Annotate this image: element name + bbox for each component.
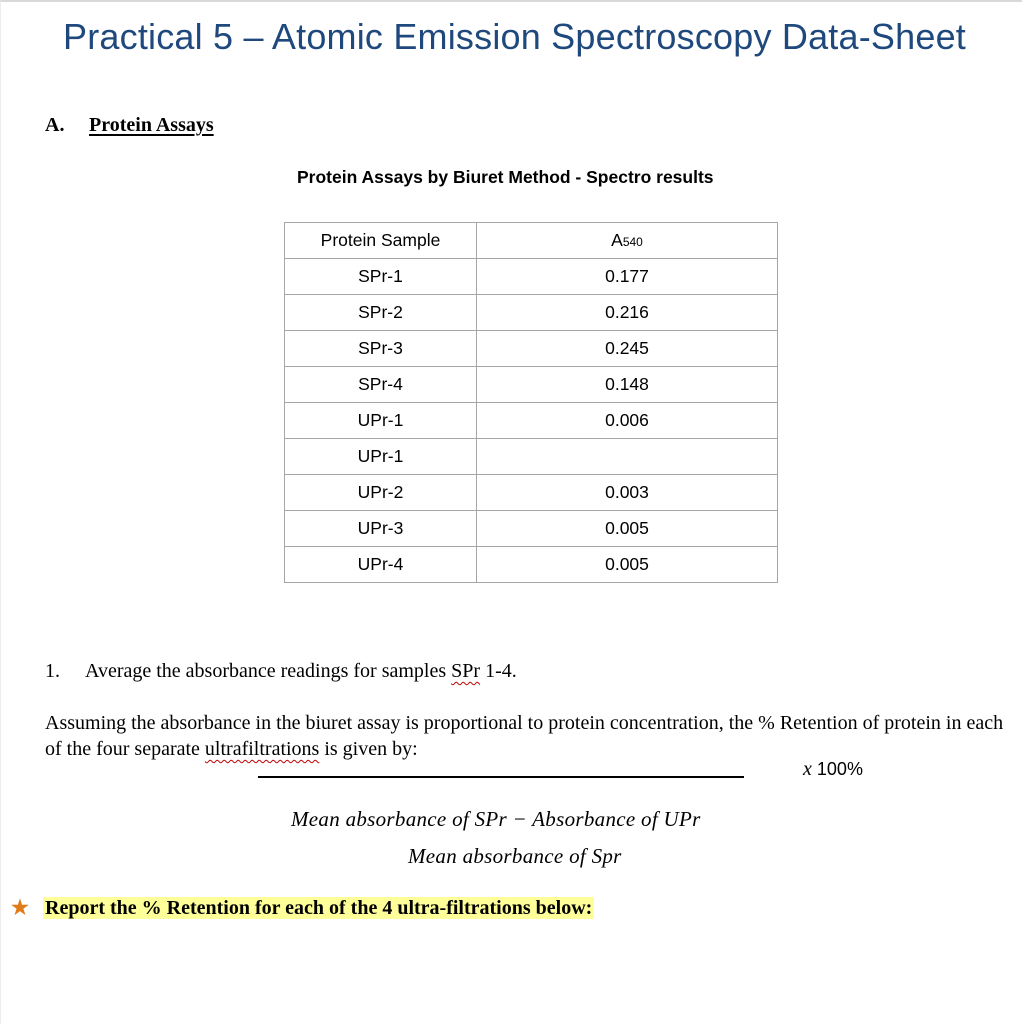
sample-cell: UPr-1 bbox=[285, 403, 477, 439]
table-caption: Protein Assays by Biuret Method - Spectro results bbox=[297, 167, 714, 187]
document-title: Practical 5 – Atomic Emission Spectroscopy Data-Sheet bbox=[63, 16, 966, 57]
absorbance-cell: 0.003 bbox=[477, 475, 778, 511]
table-row bbox=[285, 259, 778, 295]
sample-cell: SPr-3 bbox=[285, 331, 477, 367]
table-row bbox=[285, 331, 778, 367]
absorbance-cell: 0.177 bbox=[477, 259, 778, 295]
report-instruction bbox=[11, 895, 594, 920]
question-1 bbox=[45, 660, 517, 683]
table-row bbox=[285, 511, 778, 547]
sample-cell: SPr-1 bbox=[285, 259, 477, 295]
sample-cell: SPr-2 bbox=[285, 295, 477, 331]
section-a-heading bbox=[45, 114, 214, 137]
table-header-row bbox=[285, 223, 778, 259]
header-protein-sample: Protein Sample bbox=[285, 223, 477, 259]
spellcheck-flagged-word: SPr bbox=[451, 660, 481, 682]
absorbance-cell: 0.005 bbox=[477, 511, 778, 547]
protein-assay-table bbox=[284, 222, 778, 583]
absorbance-cell: 0.148 bbox=[477, 367, 778, 403]
sample-cell: SPr-4 bbox=[285, 367, 477, 403]
sample-cell: UPr-1 bbox=[285, 439, 477, 475]
question-number: 1. bbox=[45, 660, 60, 682]
absorbance-cell bbox=[477, 439, 778, 475]
absorbance-cell: 0.006 bbox=[477, 403, 778, 439]
table-row bbox=[285, 547, 778, 583]
sample-cell: UPr-3 bbox=[285, 511, 477, 547]
sample-cell: UPr-2 bbox=[285, 475, 477, 511]
paragraph-text-start: Assuming the absorbance in the biuret assay is proportional to protein concentration, the % Retention of protein in each of the four separate bbox=[45, 712, 1004, 760]
section-name: Protein Assays bbox=[89, 114, 214, 136]
absorbance-cell: 0.005 bbox=[477, 547, 778, 583]
spellcheck-flagged-word: ultrafiltrations bbox=[204, 738, 320, 760]
percent-value: 100% bbox=[816, 759, 863, 779]
times-symbol: x bbox=[803, 758, 812, 780]
header-absorbance-main: A bbox=[611, 230, 623, 250]
star-icon: ★ bbox=[11, 897, 29, 919]
times-100-percent bbox=[803, 758, 863, 781]
sample-cell: UPr-4 bbox=[285, 547, 477, 583]
header-absorbance bbox=[477, 223, 778, 259]
table-row bbox=[285, 295, 778, 331]
table-row bbox=[285, 439, 778, 475]
table-row bbox=[285, 475, 778, 511]
section-letter: A. bbox=[45, 114, 65, 136]
report-text: Report the % Retention for each of the 4 ultra-filtrations below: bbox=[45, 897, 593, 919]
formula-denominator: Mean absorbance of Spr bbox=[408, 844, 622, 868]
absorbance-cell: 0.245 bbox=[477, 331, 778, 367]
table-row bbox=[285, 403, 778, 439]
absorbance-cell: 0.216 bbox=[477, 295, 778, 331]
paragraph-text-end: is given by: bbox=[319, 738, 418, 760]
fraction-bar bbox=[258, 776, 744, 778]
question-text-end: 1-4. bbox=[480, 660, 517, 682]
question-text-start: Average the absorbance readings for samples bbox=[85, 660, 452, 682]
formula-numerator: Mean absorbance of SPr − Absorbance of UPr bbox=[291, 807, 701, 831]
header-absorbance-sub: 540 bbox=[622, 235, 643, 249]
retention-paragraph bbox=[45, 710, 1005, 762]
table-row bbox=[285, 367, 778, 403]
